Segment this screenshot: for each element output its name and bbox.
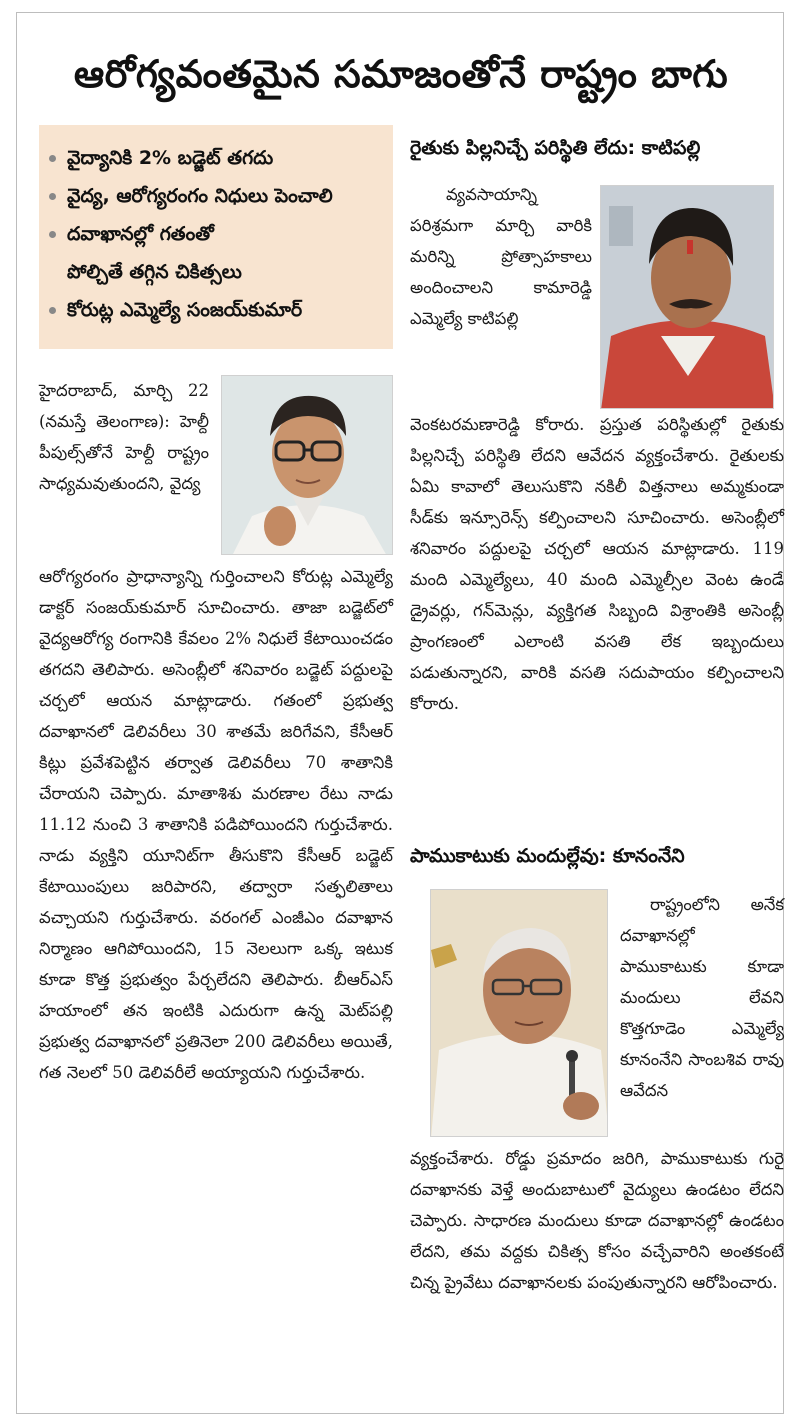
bullet-dot-icon (49, 231, 56, 238)
story-headline-katipalli: రైతుకు పిల్లనిచ్చే పరిస్థితి లేదు: కాటిపల్లి (410, 137, 701, 159)
story-body: ఆరోగ్యరంగం ప్రాధాన్యాన్ని గుర్తించాలని కోరుట్ల ఎమ్మెల్యే డాక్టర్ సంజయ్‌కుమార్ సూచించారు. తాజా బడ్జెట్‌లో వైద్యఆరోగ్య రంగానికి కేవలం 2% నిధులే కేటాయించడం తగదని తెలిపారు. అసెంబ్లీలో శనివారం బడ్జెట్ పద్దులపై చర్చలో ఆయన మాట్లాడారు. గతంలో ప్రభుత్వ దవాఖానలో డెలివరీలు 30 శాతమే జరిగేవని, కేసీఆర్ కిట్లు ప్రవేశపెట్టిన తర్వాత డెలివరీలు 70 శాతానికి చేరాయని చెప్పారు. మాతాశిశు మరణాల రేటు నాడు 11.12 నుంచి 3 శాతానికి పడిపోయిందని గుర్తుచేశారు. నాడు వ్యక్తిని యూనిట్‌గా తీసుకొని కేసీఆర్ బడ్జెట్ కేటాయింపులు జరిపారని, తద్వారా సత్ఫలితాలు వచ్చాయని గుర్తుచేశారు. వరంగల్ ఎంజీఎం దవాఖాన నిర్మాణం ఆగిపోయిందని, 15 నెలలుగా ఒక్క ఇటుక కూడా కొత్త ప్రభుత్వం పేర్చలేదని తెలిపారు. బీఆర్‌ఎస్ హయాంలో తన ఇంటికి ఎదురుగా ఉన్న మెట్‌పల్లి ప్రభుత్వ దవాఖానలో ప్రతినెలా 200 డెలివరీలు అయితే, గత నెలలో 50 డెలివరీలే అయ్యాయని గుర్తుచేశారు. (39, 567, 393, 1082)
right-column (410, 125, 784, 1405)
portrait-illustration (222, 376, 393, 555)
story-body-kunamneni: వ్యక్తంచేశారు. రోడ్డు ప్రమాదం జరిగి, పాముకాటుకు గురై దవాఖానకు వెళ్తే అందుబాటులో వైద్యులు ఉండటం లేదని చెప్పారు. సాధారణ మందులు కూడా దవాఖానల్లో ఉండటం లేదని, తమ వద్దకు చికిత్స కోసం వచ్చేవారిని అంతకంటే చిన్న ప్రైవేటు దవాఖానలకు పంపుతున్నారని ఆరోపించారు. (410, 1149, 784, 1292)
article-frame (16, 12, 784, 1414)
portrait-photo-sanjay-kumar (221, 375, 393, 555)
story-headline-kunamneni: పాముకాటుకు మందుల్లేవు: కూనంనేని (410, 845, 685, 867)
portrait-illustration (601, 186, 774, 409)
bullet-dot-icon (49, 193, 56, 200)
story-body-katipalli: వెంకటరమణారెడ్డి కోరారు. ప్రస్తుత పరిస్థితుల్లో రైతుకు పిల్లనిచ్చే పరిస్థితి లేదని ఆవేదన వ్యక్తంచేశారు. రైతులకు ఏమి కావాలో తెలుసుకొని నకిలీ విత్తనాలు అమ్మకుండా సీడ్‌కు ఇన్సూరెన్స్ కల్పించాలని సూచించారు. అసెంబ్లీలో శనివారం పద్దులపై చర్చలో ఆయన మాట్లాడారు. 119 మంది ఎమ్మెల్యేలు, 40 మంది ఎమ్మెల్సీల వెంట ఉండే డ్రైవర్లు, గన్‌మెన్లు, వ్యక్తిగత సిబ్బంది విశ్రాంతికి అసెంబ్లీ ప్రాంగణంలో ఎలాంటి వసతి లేక ఇబ్బందులు పడుతున్నారని, వారికి వసతి సదుపాయం కల్పించాలని కోరారు. (410, 415, 784, 713)
highlight-item: దవాఖానల్లో గతంతో (47, 215, 385, 253)
bullet-dot-icon (49, 155, 56, 162)
portrait-photo-katipalli (600, 185, 774, 409)
highlight-item: వైద్యానికి 2% బడ్జెట్ తగదు (47, 139, 385, 177)
highlights-box (39, 125, 393, 349)
story-intro: హైదరాబాద్, మార్చి 22 (నమస్తే తెలంగాణ): హెల్దీ పీపుల్స్‌తోనే హెల్దీ రాష్ట్రం సాధ్యమవుతుందని, వైద్య (39, 381, 209, 493)
story-intro-katipalli: వ్యవసాయాన్ని పరిశ్రమగా మార్చి వారికి మరిన్ని ప్రోత్సాహకాలు అందించాలని కామారెడ్డి ఎమ్మెల్యే కాటిపల్లి (410, 185, 592, 328)
highlight-item: వైద్య, ఆరోగ్యరంగం నిధులు పెంచాలి (47, 177, 385, 215)
portrait-photo-kunamneni (430, 889, 608, 1137)
portrait-illustration (431, 890, 608, 1137)
bullet-dot-icon (49, 307, 56, 314)
highlight-item-continued: పోల్చితే తగ్గిన చికిత్సలు (67, 261, 242, 283)
headline: ఆరోగ్యవంతమైన సమాజంతోనే రాష్ట్రం బాగు (73, 52, 729, 96)
highlight-item: కోరుట్ల ఎమ్మెల్యే సంజయ్‌కుమార్ (47, 291, 385, 329)
story-intro-kunamneni: రాష్ట్రంలోని అనేక దవాఖానల్లో పాముకాటుకు కూడా మందులు లేవని కొత్తగూడెం ఎమ్మెల్యే కూనంనేని సాంబశివ రావు ఆవేదన (620, 895, 784, 1100)
left-column (39, 125, 393, 1405)
